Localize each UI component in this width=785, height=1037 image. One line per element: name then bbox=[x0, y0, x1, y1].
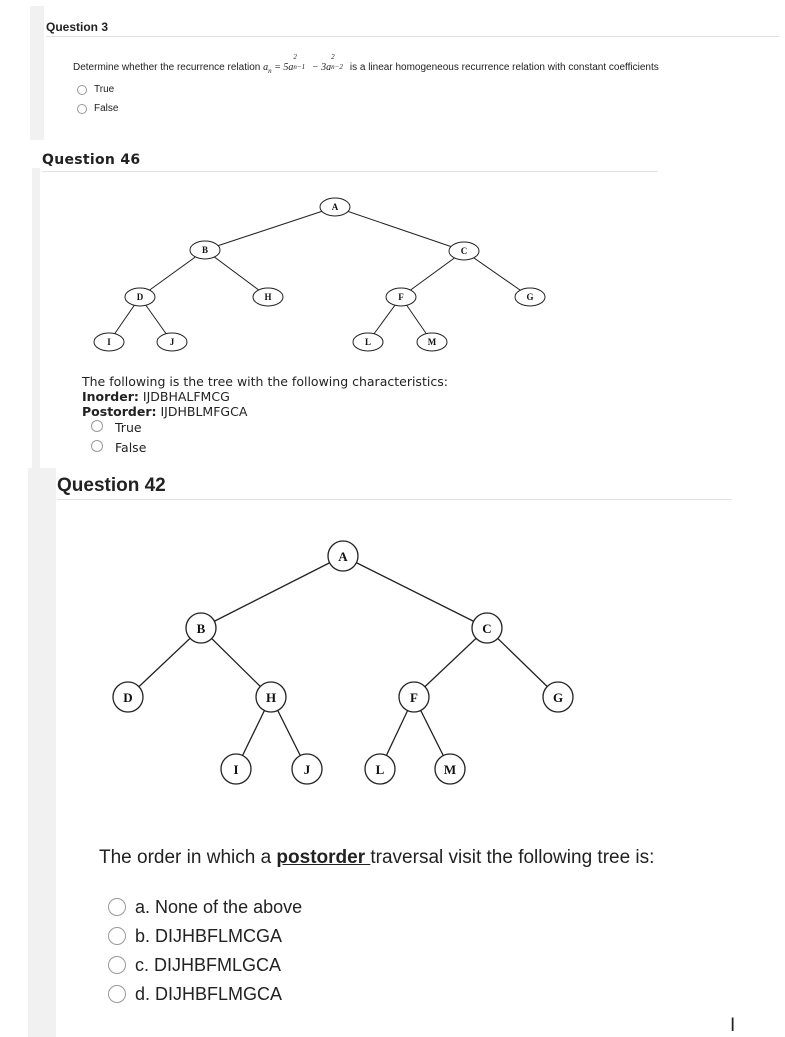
q46-option-true-label[interactable]: True bbox=[115, 420, 142, 435]
q46-node-b-label: B bbox=[201, 245, 209, 255]
q46-postorder-label: Postorder: bbox=[82, 404, 157, 419]
q42-node-h-label: H bbox=[265, 690, 277, 705]
q42-option-a-label[interactable]: a. None of the above bbox=[135, 897, 303, 917]
q3-formula-t2-sup: 2 bbox=[331, 53, 335, 61]
q42-node-b-label: B bbox=[196, 621, 206, 636]
q42-tree-diagram bbox=[0, 500, 785, 800]
q42-node-f-label: F bbox=[410, 690, 418, 705]
q3-option-true-label[interactable]: True bbox=[94, 84, 115, 95]
q42-node-a-label: A bbox=[338, 549, 348, 564]
q46-postorder-value: IJDHBLMFGCA bbox=[156, 404, 248, 419]
q46-inorder-label: Inorder: bbox=[82, 389, 139, 404]
q42-node-l-label: L bbox=[375, 762, 385, 777]
q42-node-i-label: I bbox=[233, 762, 239, 777]
text-cursor: I bbox=[730, 1015, 736, 1036]
q46-node-a-label: A bbox=[331, 202, 339, 212]
q42-node-g-label: G bbox=[552, 690, 564, 705]
q42-node-c-label: C bbox=[482, 621, 492, 636]
q46-description: The following is the tree with the following characteristics: bbox=[82, 374, 448, 389]
q46-node-h-label: H bbox=[264, 292, 272, 302]
q3-formula-t2-sub: n−2 bbox=[331, 63, 343, 71]
q46-node-m-label: M bbox=[427, 337, 437, 347]
q46-node-j-label: J bbox=[169, 337, 175, 347]
q46-node-f-label: F bbox=[398, 292, 404, 302]
q42-option-d-label[interactable]: d. DIJHBFLMGCA bbox=[135, 984, 283, 1004]
q42-prompt-bold: postorder bbox=[276, 847, 371, 868]
q42-prompt-after: traversal visit the following tree is: bbox=[370, 847, 655, 868]
q3-option-false-label[interactable]: False bbox=[94, 103, 119, 114]
q42-option-d-radio[interactable] bbox=[108, 985, 126, 1003]
q46-title: Question 46 bbox=[42, 152, 141, 168]
q46-inorder-value: IJDBHALFMCG bbox=[138, 389, 230, 404]
q46-option-false-label[interactable]: False bbox=[115, 440, 147, 455]
q3-prompt-after: is a linear homogeneous recurrence relation with constant coefficients bbox=[347, 62, 659, 73]
q42-node-j-label: J bbox=[303, 762, 311, 777]
q42-node-m-label: M bbox=[443, 762, 457, 777]
q3-prompt-before: Determine whether the recurrence relation bbox=[73, 62, 264, 73]
q3-formula-t1-sub: n−1 bbox=[293, 63, 306, 71]
q42-title: Question 42 bbox=[57, 475, 166, 496]
q42-node-d-label: D bbox=[123, 690, 133, 705]
q3-formula-lhs: a bbox=[263, 62, 269, 73]
q42-option-a-radio[interactable] bbox=[108, 898, 126, 916]
q46-node-c-label: C bbox=[460, 246, 468, 256]
q46-node-d-label: D bbox=[136, 292, 144, 302]
q42-option-c-radio[interactable] bbox=[108, 956, 126, 974]
q42-prompt-before: The order in which a bbox=[99, 847, 277, 868]
q46-inorder bbox=[82, 389, 230, 404]
q42-option-b-label[interactable]: b. DIJHBFLMCGA bbox=[135, 926, 283, 946]
q46-option-false-radio[interactable] bbox=[91, 440, 103, 452]
q3-formula-minus: − 3a bbox=[309, 62, 332, 73]
q3-formula-t1-sup: 2 bbox=[293, 53, 297, 61]
q3-formula-lhs-sub: n bbox=[268, 67, 272, 75]
q46-postorder bbox=[82, 404, 247, 419]
q42-option-b-radio[interactable] bbox=[108, 927, 126, 945]
q46-tree-diagram bbox=[0, 0, 785, 380]
q46-node-l-label: L bbox=[364, 337, 372, 347]
q46-node-g-label: G bbox=[526, 292, 534, 302]
q3-formula-eq: = 5a bbox=[271, 62, 294, 73]
q46-option-true-radio[interactable] bbox=[91, 420, 103, 432]
q3-title: Question 3 bbox=[46, 20, 109, 34]
q42-prompt bbox=[99, 847, 654, 869]
q42-option-c-label[interactable]: c. DIJHBFMLGCA bbox=[135, 955, 282, 975]
q46-node-i-label: I bbox=[107, 337, 111, 347]
